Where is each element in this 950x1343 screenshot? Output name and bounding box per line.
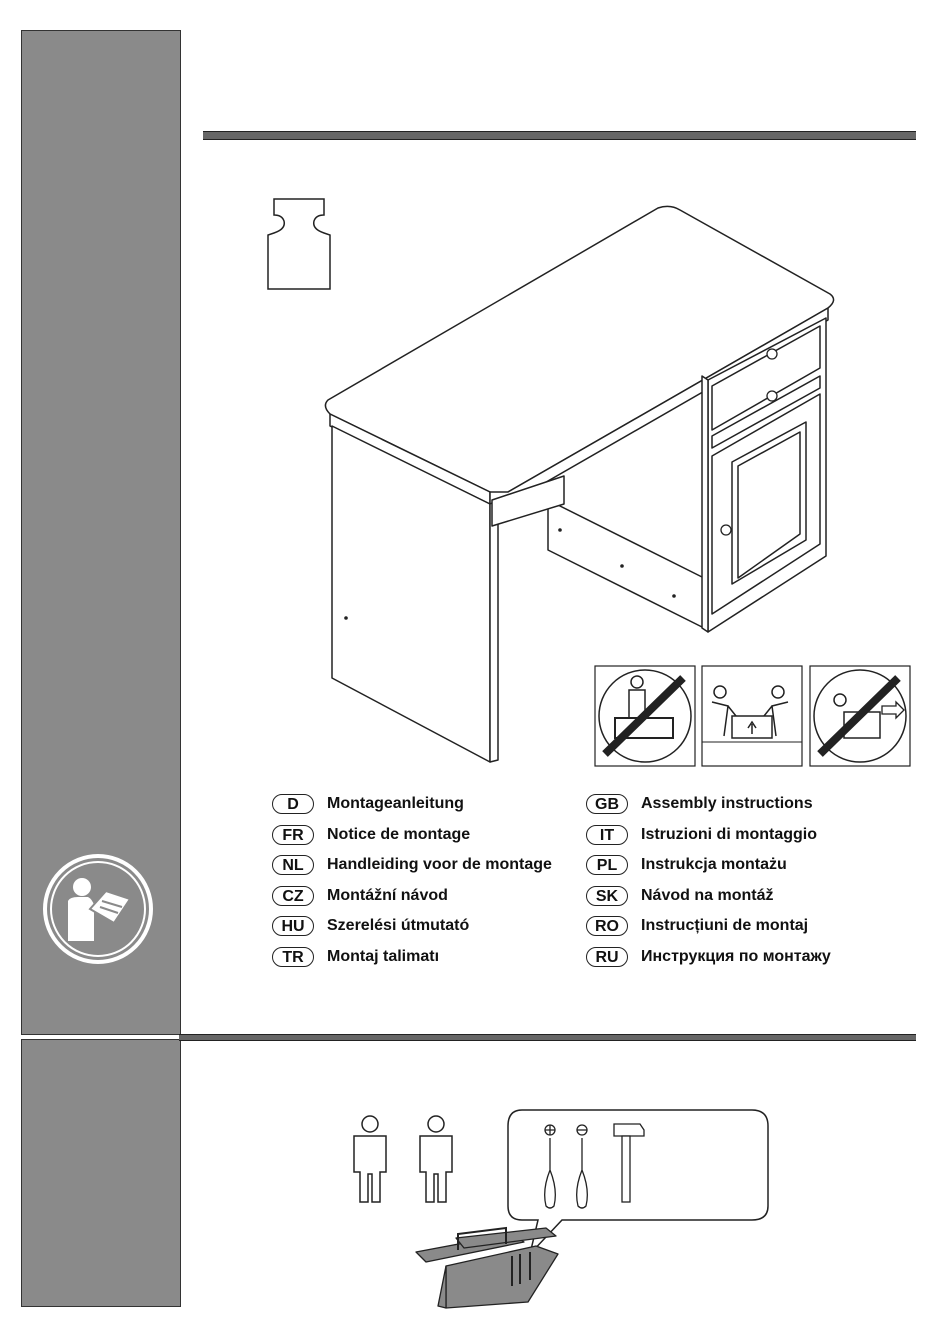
no-dragging-icon: [810, 666, 910, 766]
language-code: RO: [586, 916, 628, 936]
lift-together-icon: [702, 666, 802, 766]
language-item: [272, 794, 464, 814]
language-label: Montaj talimatı: [327, 948, 440, 965]
language-code: RU: [586, 947, 628, 967]
language-code: IT: [586, 825, 628, 845]
language-label: Instrukcja montażu: [641, 856, 787, 873]
language-label: Montageanleitung: [327, 795, 464, 812]
language-item: [586, 855, 787, 875]
language-label: Handleiding voor de montage: [327, 856, 552, 873]
language-item: [272, 916, 469, 936]
language-label: Istruzioni di montaggio: [641, 826, 817, 843]
sidebar-bottom: [21, 1039, 181, 1307]
language-item: [272, 855, 552, 875]
language-label: Инструкция по монтажу: [641, 948, 831, 965]
language-label: Montážní návod: [327, 887, 448, 904]
language-code: D: [272, 794, 314, 814]
language-label: Assembly instructions: [641, 795, 813, 812]
language-item: [586, 825, 817, 845]
language-item: [586, 947, 831, 967]
language-item: [586, 794, 813, 814]
language-label: Instrucțiuni de montaj: [641, 917, 809, 934]
language-code: TR: [272, 947, 314, 967]
language-label: Notice de montage: [327, 826, 471, 843]
language-code: SK: [586, 886, 628, 906]
language-code: NL: [272, 855, 314, 875]
language-item: [272, 825, 470, 845]
language-list: [272, 794, 892, 984]
language-code: FR: [272, 825, 314, 845]
read-manual-icon: [42, 853, 154, 965]
language-code: PL: [586, 855, 628, 875]
language-code: GB: [586, 794, 628, 814]
language-code: HU: [272, 916, 314, 936]
language-item: [272, 886, 448, 906]
language-item: [272, 947, 439, 967]
language-code: CZ: [272, 886, 314, 906]
language-item: [586, 916, 808, 936]
section-rule: [179, 1034, 916, 1041]
language-item: [586, 886, 773, 906]
toolbox-icon: [416, 1226, 566, 1310]
two-persons-icon: [348, 1114, 464, 1206]
no-standing-icon: [595, 666, 695, 766]
language-label: Szerelési útmutató: [327, 917, 470, 934]
language-label: Návod na montáž: [641, 887, 774, 904]
header-rule: [203, 131, 916, 140]
